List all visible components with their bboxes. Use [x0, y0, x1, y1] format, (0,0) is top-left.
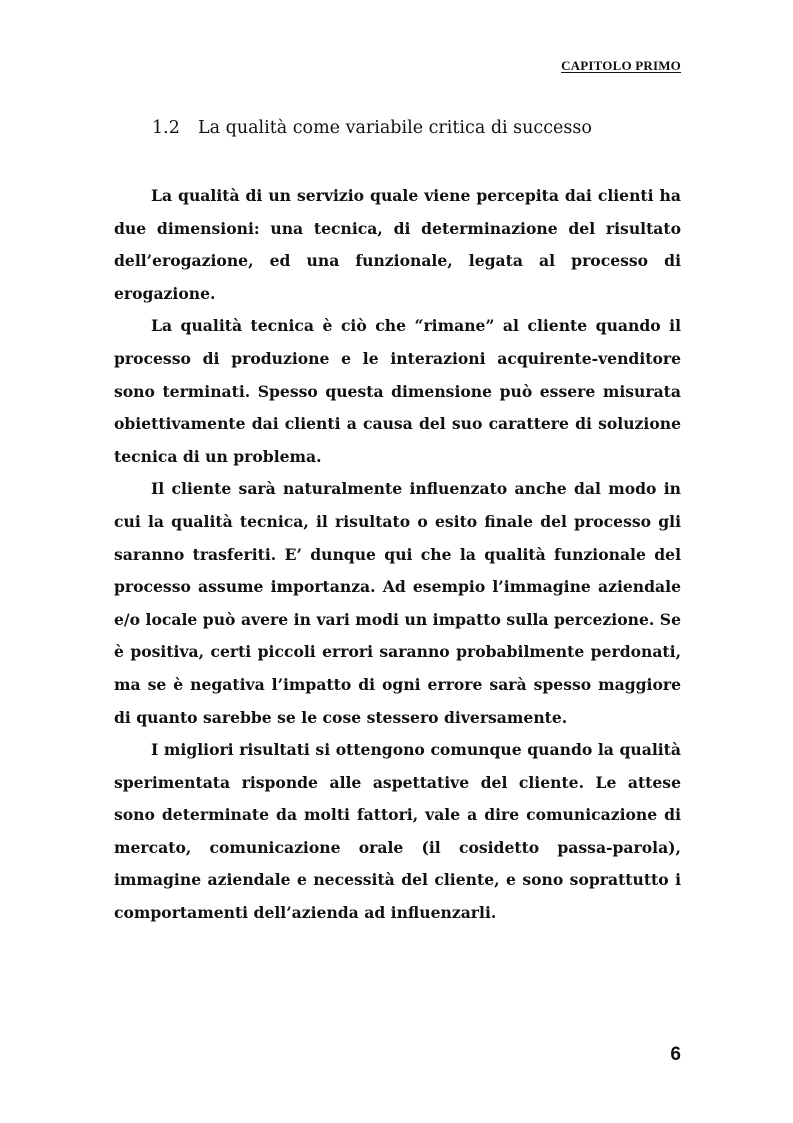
section-number: 1.2 — [152, 118, 180, 138]
page-number: 6 — [670, 1044, 681, 1065]
section-title: La qualità come variabile critica di successo — [198, 118, 592, 138]
running-header-chapter: CAPITOLO PRIMO — [561, 58, 681, 73]
section-heading — [152, 118, 592, 138]
paragraph: I migliori risultati si ottengono comunque quando la qualità sperimentata risponde alle aspettative del cliente. Le attese sono determinate da molti fattori, vale a dire comunicazione di mercato, comunicazione orale (il cosidetto passa-parola), immagine aziendale e necessità del cliente, e sono soprattutto i comportamenti dell’azienda ad influenzarli. — [114, 740, 681, 923]
paragraph: Il cliente sarà naturalmente influenzato anche dal modo in cui la qualità tecnica, il risultato o esito finale del processo gli saranno trasferiti. E’ dunque qui che la qualità funzionale del processo assume importanza. Ad esempio l’immagine aziendale e/o locale può avere in vari modi un impatto sulla percezione. Se è positiva, certi piccoli errori saranno probabilmente perdonati, ma se è negativa l’impatto di ogni errore sarà spesso maggiore di quanto sarebbe se le cose stessero diversamente. — [114, 479, 681, 727]
body-text — [114, 180, 681, 930]
paragraph: La qualità di un servizio quale viene percepita dai clienti ha due dimensioni: una tecnica, di determinazione del risultato dell’erogazione, ed una funzionale, legata al processo di erogazione. — [114, 186, 681, 303]
paragraph: La qualità tecnica è ciò che “rimane” al cliente quando il processo di produzione e le interazioni acquirente-venditore sono terminati. Spesso questa dimensione può essere misurata obiettivamente dai clienti a causa del suo carattere di soluzione tecnica di un problema. — [114, 316, 681, 466]
